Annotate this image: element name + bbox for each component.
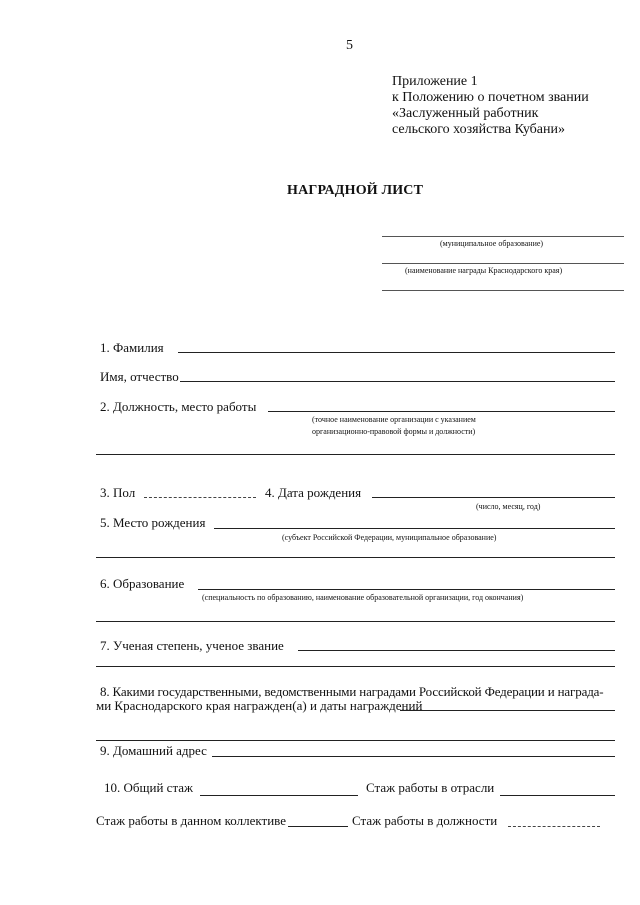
birthplace-blank[interactable] — [214, 528, 615, 529]
sex-blank[interactable] — [144, 497, 256, 498]
total-experience-blank[interactable] — [200, 795, 358, 796]
home-address-blank[interactable] — [212, 756, 615, 757]
education-label: 6. Образование — [100, 576, 185, 591]
sex-label: 3. Пол — [100, 485, 136, 500]
appendix-line-4: сельского хозяйства Кубани» — [392, 122, 565, 137]
industry-experience-blank[interactable] — [500, 795, 615, 796]
page-number: 5 — [346, 38, 353, 53]
appendix-line-3: «Заслуженный работник — [392, 106, 539, 121]
education-blank-2[interactable] — [96, 621, 615, 622]
appendix-line-2: к Положению о почетном звании — [392, 90, 589, 105]
position-blank[interactable] — [268, 411, 615, 412]
awards-label-line-2: ми Краснодарского края награжден(а) и даты награждений — [96, 698, 423, 713]
industry-experience-label: Стаж работы в отрасли — [366, 780, 495, 795]
name-patronymic-blank[interactable] — [180, 381, 615, 382]
municipality-caption: (муниципальное образование) — [440, 239, 544, 248]
appendix-line-1: Приложение 1 — [392, 74, 478, 89]
awards-blank[interactable] — [400, 710, 615, 711]
birth-date-blank[interactable] — [372, 497, 615, 498]
education-hint: (специальность по образованию, наименование образовательной организации, год окончания) — [202, 593, 524, 602]
position-experience-blank[interactable] — [508, 826, 600, 827]
birthplace-label: 5. Место рождения — [100, 515, 206, 530]
degree-label: 7. Ученая степень, ученое звание — [100, 638, 284, 653]
birth-date-label: 4. Дата рождения — [265, 485, 362, 500]
team-experience-label: Стаж работы в данном коллективе — [96, 813, 286, 828]
document-title: НАГРАДНОЙ ЛИСТ — [287, 183, 424, 198]
total-experience-label: 10. Общий стаж — [104, 780, 194, 795]
degree-blank[interactable] — [298, 650, 615, 651]
surname-label: 1. Фамилия — [100, 340, 164, 355]
awards-blank-2[interactable] — [96, 740, 615, 741]
position-blank-2[interactable] — [96, 454, 615, 455]
position-hint-1: (точное наименование организации с указанием — [312, 415, 476, 424]
award-name-blank[interactable] — [382, 263, 624, 264]
extra-header-blank[interactable] — [382, 290, 624, 291]
birthplace-blank-2[interactable] — [96, 557, 615, 558]
degree-blank-2[interactable] — [96, 666, 615, 667]
birthplace-hint: (субъект Российской Федерации, муниципальное образование) — [282, 533, 497, 542]
award-name-caption: (наименование награды Краснодарского края) — [405, 266, 563, 275]
home-address-label: 9. Домашний адрес — [100, 743, 207, 758]
municipality-blank[interactable] — [382, 236, 624, 237]
education-blank[interactable] — [198, 589, 615, 590]
surname-blank[interactable] — [178, 352, 615, 353]
awards-label-line-1: 8. Какими государственными, ведомственными наградами Российской Федерации и награда- — [100, 684, 604, 699]
birth-date-hint: (число, месяц, год) — [476, 502, 541, 511]
position-label: 2. Должность, место работы — [100, 399, 257, 414]
position-hint-2: организационно-правовой формы и должности) — [312, 427, 476, 436]
name-patronymic-label: Имя, отчество — [100, 369, 179, 384]
position-experience-label: Стаж работы в должности — [352, 813, 498, 828]
team-experience-blank[interactable] — [288, 826, 348, 827]
